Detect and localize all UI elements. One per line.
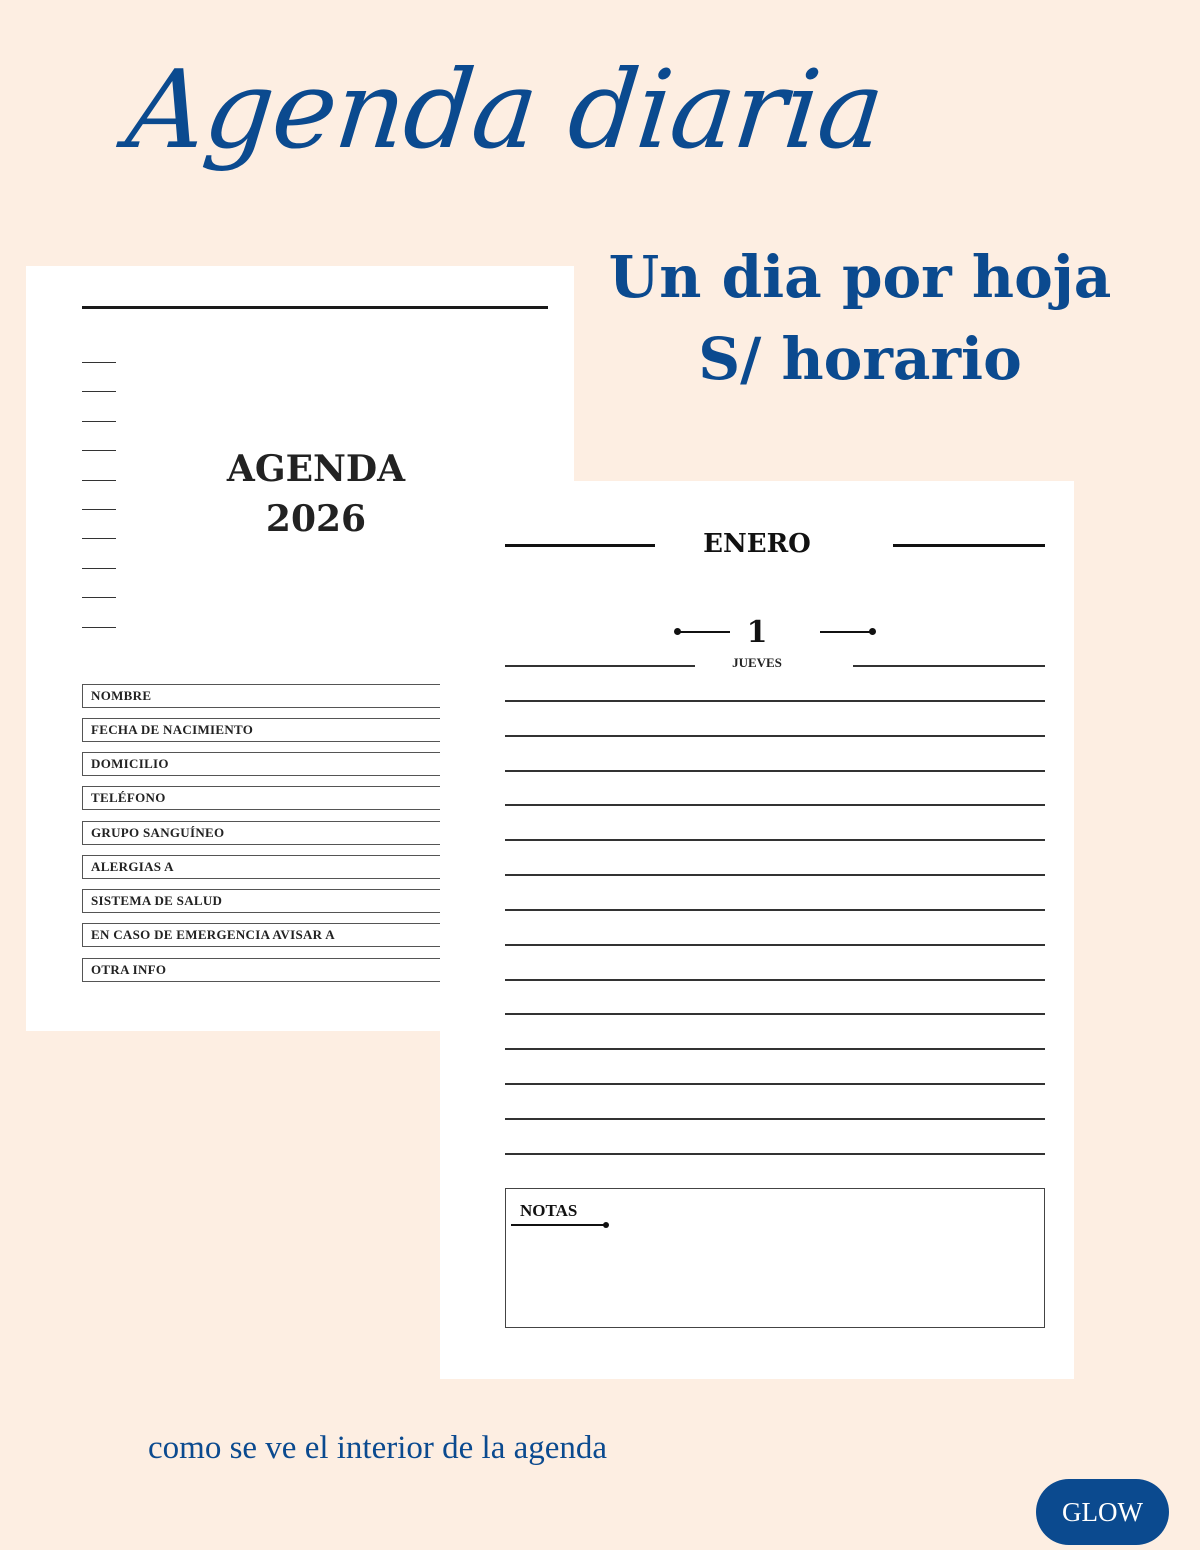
writing-line xyxy=(505,839,1045,841)
writing-line xyxy=(505,700,1045,702)
field-row: NOMBRE xyxy=(82,684,502,708)
cover-short-line xyxy=(82,538,116,539)
field-row: OTRA INFO xyxy=(82,958,502,982)
day-dot-right xyxy=(869,628,876,635)
day-rule-right xyxy=(820,631,872,633)
day-page-preview xyxy=(440,481,1074,1379)
field-row: FECHA DE NACIMIENTO xyxy=(82,718,502,742)
notes-label: NOTAS xyxy=(520,1201,578,1220)
subtitle-line-1: Un dia por hoja xyxy=(608,243,1112,311)
cover-top-rule xyxy=(82,306,548,309)
field-row: ALERGIAS A xyxy=(82,855,502,879)
writing-line xyxy=(505,735,1045,737)
writing-line xyxy=(505,1083,1045,1085)
writing-line xyxy=(853,665,1045,667)
weekday-name: JUEVES xyxy=(732,655,782,670)
writing-line xyxy=(505,1048,1045,1050)
writing-line xyxy=(505,665,695,667)
writing-line xyxy=(505,1153,1045,1155)
writing-line xyxy=(505,979,1045,981)
month-name: ENERO xyxy=(703,529,811,559)
writing-line xyxy=(505,874,1045,876)
cover-short-line xyxy=(82,421,116,422)
cover-short-line xyxy=(82,480,116,481)
cover-short-line xyxy=(82,362,116,363)
writing-line xyxy=(505,804,1045,806)
notes-box xyxy=(505,1188,1045,1328)
writing-line xyxy=(505,1118,1045,1120)
field-row: SISTEMA DE SALUD xyxy=(82,889,502,913)
cover-short-line xyxy=(82,450,116,451)
preview-caption: como se ve el interior de la agenda xyxy=(148,1430,608,1466)
cover-short-line xyxy=(82,597,116,598)
writing-line xyxy=(505,770,1045,772)
script-title: Agenda diaria xyxy=(121,48,889,173)
glow-button[interactable]: GLOW xyxy=(1036,1479,1169,1545)
notes-underline xyxy=(511,1224,607,1226)
cover-title-word: AGENDA xyxy=(226,448,406,490)
writing-line xyxy=(505,1013,1045,1015)
writing-line xyxy=(505,909,1045,911)
field-row: GRUPO SANGUÍNEO xyxy=(82,821,502,845)
notes-dot xyxy=(603,1222,609,1228)
field-row: DOMICILIO xyxy=(82,752,502,776)
cover-short-line xyxy=(82,568,116,569)
day-number: 1 xyxy=(746,615,768,650)
field-row: TELÉFONO xyxy=(82,786,502,810)
subtitle-line-2: S/ horario xyxy=(698,325,1022,393)
cover-short-line xyxy=(82,627,116,628)
field-row: EN CASO DE EMERGENCIA AVISAR A xyxy=(82,923,502,947)
cover-title-year: 2026 xyxy=(265,498,367,540)
cover-short-line xyxy=(82,509,116,510)
writing-line xyxy=(505,944,1045,946)
cover-title xyxy=(176,444,456,544)
cover-short-line xyxy=(82,391,116,392)
month-rule-right xyxy=(893,544,1045,547)
